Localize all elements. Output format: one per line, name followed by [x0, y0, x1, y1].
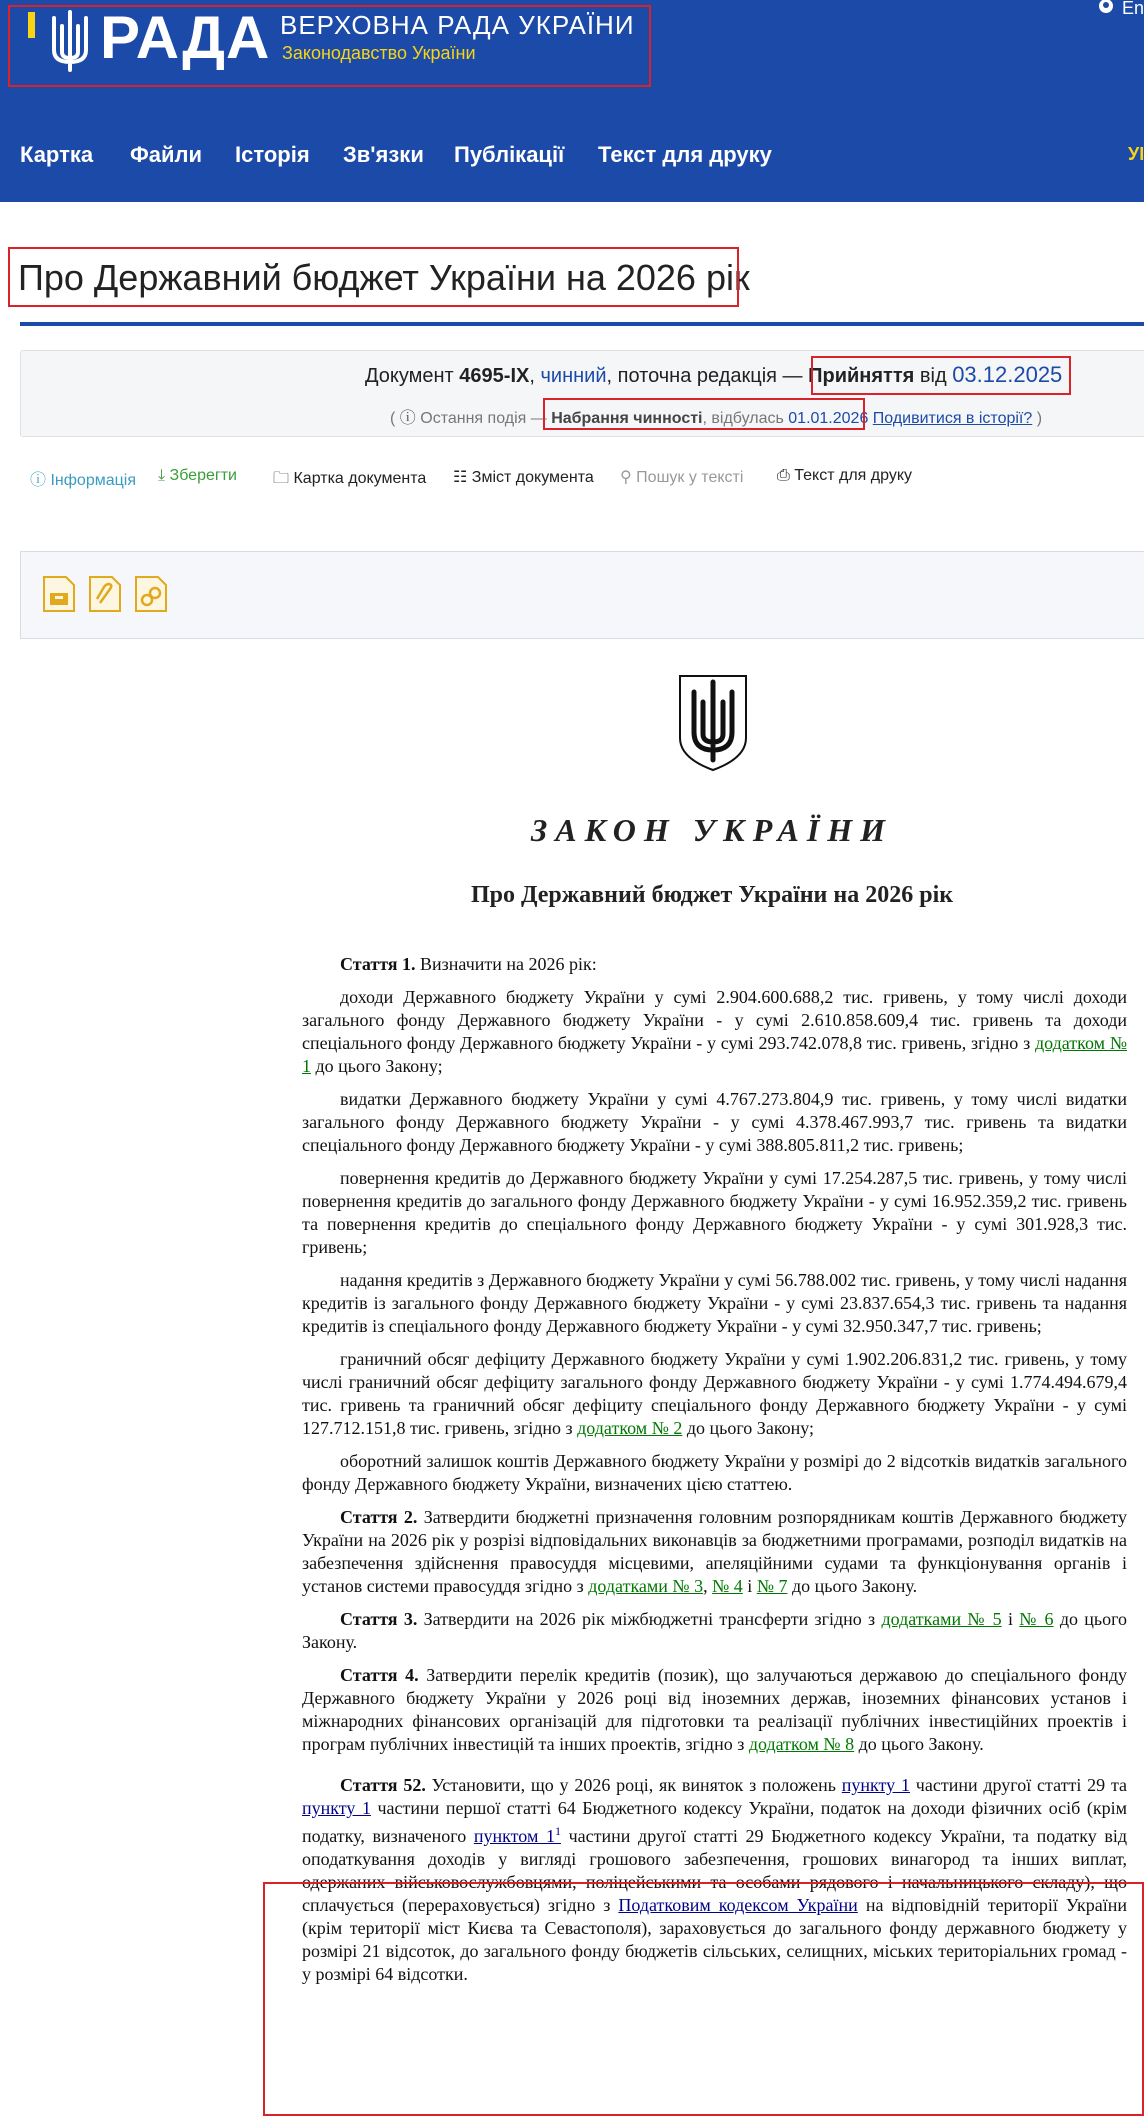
event-open: ( — [390, 410, 396, 427]
law-heading: ЗАКОН УКРАЇНИ — [530, 812, 894, 848]
search-label: Пошук у тексті — [636, 469, 744, 486]
print-label: Текст для друку — [794, 467, 913, 484]
link-file-icon[interactable] — [134, 575, 168, 613]
law-title: Про Державний бюджет України на 2026 рік — [470, 882, 954, 908]
nav-item-history[interactable]: Історія — [235, 142, 310, 167]
budget-code-link[interactable] — [474, 1826, 561, 1846]
info-icon: ⓘ — [30, 472, 47, 489]
article-2: Стаття 2. Затвердити бюджетні призначення головним розпорядникам коштів Державного бюджету України на 2026 рік у розрізі відповідальних виконавців за бюджетними програмами, розподіл видатків на забезпечення здійснення правосуддя місцевими, апеляційними судами та функціонування органів і установ системи правосуддя згідно з додатками № 3, № 4 і № 7 до цього Закону. — [302, 1507, 1128, 1596]
article-1-revenue — [302, 986, 1127, 1078]
paragraph-tail: до цього Закону. — [302, 1609, 1128, 1652]
event-label: Остання подія — — [420, 410, 547, 427]
article-label: Стаття 2. — [340, 1507, 418, 1527]
nav-item-links[interactable]: Зв'язки — [343, 142, 424, 167]
event-close: ) — [1036, 410, 1043, 427]
language-switch[interactable]: En — [1122, 0, 1144, 18]
article-52-highlight — [263, 1882, 1144, 2116]
print-icon: ⎙ — [777, 467, 790, 484]
budget-code-link[interactable]: пункту 1 — [302, 1798, 371, 1818]
article-text: Затвердити бюджетні призначення головним розпорядникам коштів Державного бюджету України на 2026 рік у розрізі відповідальних виконавців за бюджетними програмами, розподіл видатків на забезпечення здійснення правосуддя місцевими, апеляційними судами та функціонування органів і установ системи правосуддя згідно з — [302, 1507, 1128, 1596]
coat-of-arms-icon — [676, 672, 750, 772]
attachments-panel — [20, 551, 1144, 639]
doc-number: 4695-IX — [459, 365, 530, 387]
brand-name[interactable]: РАДА — [100, 4, 271, 71]
conjunction: і — [1007, 1609, 1013, 1629]
event-date-link[interactable]: 01.01.2026 — [788, 410, 869, 427]
article-1-expenditure: видатки Державного бюджету України у сумі 4.767.273.804,9 тис. гривень, у тому числі видатки загального фонду Державного бюджету України - у сумі 4.378.467.993,7 тис. гривень та видатки спеціального фонду Державного бюджету України - у сумі 388.805.811,2 тис. гривень; — [302, 1089, 1127, 1155]
main-nav — [0, 112, 1144, 202]
search-text-button[interactable] — [620, 467, 743, 487]
article-label: Стаття 52. — [340, 1775, 426, 1795]
contents-label: Зміст документа — [471, 469, 594, 486]
article-1-lending: надання кредитів з Державного бюджету України у сумі 56.788.002 тис. гривень, у тому числі надання кредитів із загального фонду Державного бюджету України - у сумі 23.837.654,3 тис. гривень та надання кредитів із спеціального фонду Державного бюджету України - у сумі 32.950.347,7 тис. гривень; — [302, 1270, 1127, 1336]
logo-highlight — [8, 5, 651, 87]
save-label: Зберегти — [169, 467, 237, 484]
event-verb: , відбулась — [702, 410, 784, 427]
doc-sep: , — [529, 365, 535, 387]
annex-3-link[interactable]: додатками № 3 — [588, 1576, 704, 1596]
sitemap-icon: ☷ — [453, 469, 468, 486]
annex-7-link[interactable]: № 7 — [756, 1576, 788, 1596]
article-text: Визначити на 2026 рік: — [420, 954, 597, 974]
nav-item-more[interactable]: УІ — [1128, 144, 1144, 164]
attachment-file-icon[interactable] — [88, 575, 122, 613]
paragraph-tail: до цього Закону; — [315, 1056, 443, 1076]
card-button[interactable] — [273, 467, 426, 494]
info-button[interactable] — [30, 467, 136, 490]
event-highlight — [543, 398, 865, 430]
nav-item-card[interactable]: Картка — [20, 142, 94, 167]
superscript: 1 — [554, 1824, 561, 1838]
doc-status-link[interactable]: чинний — [540, 365, 607, 387]
info-label: Інформація — [50, 472, 136, 489]
adoption-date-link[interactable]: 03.12.2025 — [952, 362, 1063, 387]
page-title: Про Державний бюджет України на 2026 рік — [18, 257, 750, 298]
annex-8-link[interactable]: додатком № 8 — [748, 1734, 855, 1754]
annex-4-link[interactable]: № 4 — [712, 1576, 743, 1596]
article-1-balance: оборотний залишок коштів Державного бюджету України у розмірі до 2 відсотків видатків загального фонду Державного бюджету України, визначених цією статтею. — [302, 1451, 1127, 1494]
folder-icon: 🗀 — [273, 470, 290, 487]
annex-1-link[interactable]: додатком № 1 — [302, 1033, 1127, 1076]
annex-2-link[interactable]: додатком № 2 — [577, 1418, 683, 1438]
adoption-label: Прийняття — [808, 365, 915, 387]
contents-button[interactable] — [453, 467, 594, 487]
link-text: пунктом 1 — [473, 1826, 555, 1846]
download-icon: ⤓ — [158, 467, 166, 484]
annex-6-link[interactable]: № 6 — [1019, 1609, 1054, 1629]
article-text: на відповідній території України (крім території міст Києва та Севастополя), зараховується до загального фонду державного бюджету у розмірі 21 відсоток, до загального фонду бюджетів сільських, селищних, міських територіальних громад - у розмірі 64 відсотки. — [302, 1895, 1128, 1984]
search-icon: ⚲ — [620, 469, 632, 486]
article-text: частини першої статті 64 Бюджетного кодексу України, податок на доходи фізичних осіб (крім податку, визначеного — [302, 1798, 1127, 1846]
article-1-intro — [302, 953, 1127, 976]
article-label: Стаття 4. — [340, 1665, 419, 1685]
doc-edition: , поточна редакція — — [606, 365, 803, 387]
info-circle-icon: ⓘ — [399, 410, 416, 427]
article-4 — [302, 1664, 1127, 1756]
tax-code-link[interactable]: Податковим кодексом України — [618, 1895, 858, 1915]
article-text: частини другої статті 29 Бюджетного кодексу України, та податку від оподаткування доходів у вигляді грошового забезпечення, грошових винагород та інших виплат, одержаних військовослужбовцями, поліцейськими та особами рядового і начальницького складу), що сплачується (перераховується) згідно з — [302, 1826, 1128, 1915]
article-text: частини другої статті 29 та — [915, 1775, 1128, 1795]
law-body — [302, 953, 1127, 1996]
save-button[interactable] — [158, 467, 237, 485]
title-highlight — [8, 247, 739, 307]
article-1-loan-repayment: повернення кредитів до Державного бюджету України у сумі 17.254.287,5 тис. гривень, у тому числі повернення кредитів до загального фонду Державного бюджету України - у сумі 16.952.359,2 тис. гривень та повернення кредитів до спеціального фонду Державного бюджету України - у сумі 301.928,3 тис. гривень; — [302, 1168, 1127, 1257]
doc-prefix: Документ — [365, 365, 454, 387]
paragraph-text: доходи Державного бюджету України у сумі 2.904.600.688,2 тис. гривень, у тому числі доходи загального фонду Державного бюджету України - у сумі 2.610.858.609,4 тис. гривень та доходи спеціального фонду Державного бюджету України - у сумі 293.742.078,8 тис. гривень, згідно з — [302, 987, 1127, 1053]
article-3 — [302, 1608, 1127, 1654]
adoption-highlight — [811, 356, 1071, 395]
archive-file-icon[interactable] — [42, 575, 76, 613]
paragraph-text: граничний обсяг дефіциту Державного бюджету України у сумі 1.902.206.831,2 тис. гривень, у тому числі граничний обсяг дефіциту загального фонду Державного бюджету України - у сумі 1.774.494.679,4 тис. гривень та граничний обсяг дефіциту спеціального фонду Державного бюджету України - у сумі 127.712.151,8 тис. гривень, згідно з — [302, 1349, 1127, 1438]
article-label: Стаття 1. — [340, 954, 416, 974]
title-divider — [20, 322, 1144, 326]
article-label: Стаття 3. — [340, 1609, 418, 1629]
event-name: Набрання чинності — [551, 410, 703, 427]
nav-item-print[interactable]: Текст для друку — [598, 142, 772, 167]
nav-item-files[interactable]: Файли — [130, 142, 203, 167]
article-text: Затвердити на 2026 рік міжбюджетні трансферти згідно з — [423, 1609, 876, 1629]
card-label: Картка документа — [293, 470, 427, 487]
article-1-deficit — [302, 1348, 1127, 1440]
annex-5-link[interactable]: додатками № 5 — [881, 1609, 1002, 1629]
user-icon[interactable] — [1094, 0, 1118, 20]
paragraph-tail: до цього Закону; — [686, 1418, 815, 1438]
article-text: Затвердити перелік кредитів (позик), що залучаються державою до спеціального фонду Державного бюджету України у 2026 році від іноземних держав, іноземних фінансових установ і міжнародних фінансових організацій для підготовки та реалізації публічних інвестиційних проектів і програм публічних інвестицій та інших проектів, згідно з — [302, 1665, 1128, 1754]
paragraph-tail: до цього Закону. — [792, 1576, 918, 1596]
article-text: Установити, що у 2026 році, як виняток з положень — [431, 1775, 836, 1795]
paragraph-tail: до цього Закону. — [858, 1734, 984, 1754]
budget-code-link[interactable]: пункту 1 — [841, 1775, 910, 1795]
adoption-from: від — [919, 365, 947, 387]
nav-item-publications[interactable]: Публікації — [454, 142, 565, 167]
history-link[interactable]: Подивитися в історії? — [872, 410, 1033, 427]
site-title[interactable]: ВЕРХОВНА РАДА УКРАЇНИ — [280, 10, 635, 40]
conjunction: і — [747, 1576, 753, 1596]
print-button[interactable] — [777, 467, 912, 485]
site-subtitle[interactable]: Законодавство України — [282, 43, 476, 63]
